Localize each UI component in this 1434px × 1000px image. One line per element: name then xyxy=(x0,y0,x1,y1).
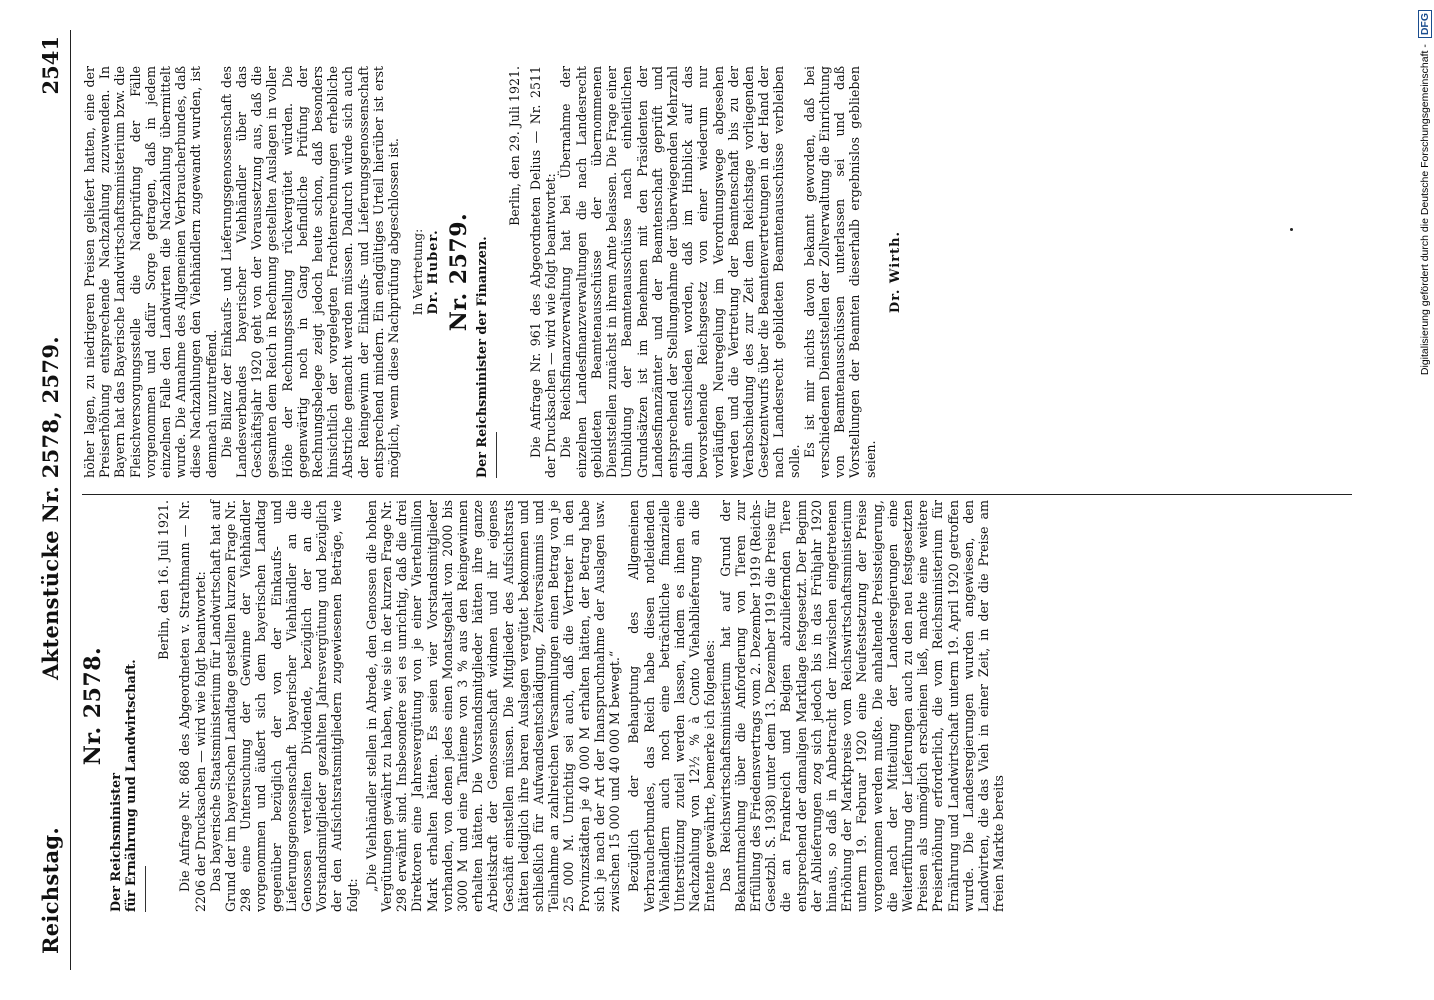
signature-name: Dr. Huber. xyxy=(426,229,442,315)
body-paragraph: Das Reichswirtschaftsministerium hat auf Grund der Bekanntmachung über die Anforderung von Tieren zur Erfüllung des Friedensvertrags vom 2. Dezember 1919 (Reichs-Gesetzbl. S. 1938) unter dem 13. Dezember 1919 die Preise für die an Frankreich und Belgien abzuliefernden Tiere entsprechend der damaligen Marktlage festgesetzt. Der Beginn der Ablieferungen zog sich jedoch bis in das Frühjahr 1920 hinaus, so daß in Anbetracht der inzwischen eingetretenen Erhöhung der Marktpreise vom Reichswirtschaftsministerium unterm 19. Februar 1920 eine Neufestsetzung der Preise vorgenommen werden mußte. Die anhaltende Preissteigerung, die nach der Mitteilung der Landesregierungen eine Weiterführung der Lieferungen auch zu den neu festgesetzten Preisen als unmöglich erscheinen ließ, machte eine weitere Preiserhöhung erforderlich, die vom Reichsministerium für Ernährung und Landwirtschaft unterm 19. April 1920 getroffen wurde. Die Landesregierungen wurden angewiesen, den Landwirten, die das Vieh in einer Zeit, in der die Preise am freien Markte bereits xyxy=(717,500,1007,912)
body-paragraph: Die Bilanz der Einkaufs- und Lieferungsgenossenschaft des Landesverbandes bayerischer Viehhändler über das Geschäftsjahr 1920 geht von der Voraussetzung aus, daß die gesamten dem Reich in Rechnung gestellten Auslagen in voller Höhe der Rechnungsstellung rückvergütet würden. Die gegenwärtig noch in Gang befindliche Prüfung der Rechnungsbelege zeigt jedoch heute schon, daß besonders hinsichtlich der vorgelegten Frachtenrechnungen erhebliche Abstriche gemacht werden müssen. Dadurch würde sich auch der Reingewinn der Einkaufs- und Lieferungsgenossenschaft entsprechend mindern. Ein endgültiges Urteil hierüber ist erst möglich, wenn diese Nachprüfung abgeschlossen ist. xyxy=(218,66,402,478)
signature-wirth xyxy=(888,66,903,478)
intro-paragraph-2579: Die Anfrage Nr. 961 des Abgeordneten Delius — Nr. 2511 der Drucksachen — wird wie folgt beantwortet: xyxy=(528,66,559,478)
newspaper-page xyxy=(2,0,1392,1000)
intro-paragraph-2578: Die Anfrage Nr. 868 des Abgeordneten v. Strathmann — Nr. 2206 der Drucksachen — wird wie folgt beantwortet: xyxy=(177,500,208,912)
signature-huber xyxy=(426,66,441,478)
ministry-title-line1: Der Reichsminister xyxy=(109,773,125,912)
left-column xyxy=(82,500,1358,912)
page-number: 2541 xyxy=(38,36,63,95)
header-center-title: Aktenstücke Nr. 2578, 2579. xyxy=(38,336,63,680)
right-column xyxy=(82,66,1358,478)
quoted-statement: „Die Viehhändler stellen in Abrede, den Genossen die hohen Vergütungen gewährt zu haben, wie sie in der kurzen Frage Nr. 298 erwähnt sind. Insbesondere sei es unrichtig, daß die drei Direktoren eine Jahresvergütung von je einer Viertelmillion Mark erhalten hätten. Es seien vier Vorstandsmitglieder vorhanden, von denen jedes einen Monatsgehalt von 2000 bis 3000 M und eine Tantieme von 3 % aus den Reingewinnen erhalten hätten. Die Vorstandsmitglieder hätten ihre ganze Arbeitskraft der Genossenschaft widmen und ihr eigenes Geschäft einstellen müssen. Die Mitglieder des Aufsichtsrats hätten lediglich ihre baren Auslagen vergütet bekommen und schließlich für Aufwandsentschädigung, Zeitversäumnis und Teilnahme an zahlreichen Versammlungen einen Betrag von je 25 000 M. Unrichtig sei auch, daß die Vertreter in den Provinzstädten je 40 000 M erhalten hätten, der Betrag habe sich je nach der Art der Inanspruchnahme der Auslagen usw. zwischen 15 000 und 40 000 M bewegt.“ xyxy=(363,500,623,912)
document-number-2578: Nr. 2578. xyxy=(80,646,106,766)
speck-mark xyxy=(1290,228,1293,231)
ministry-title-line2: für Ernährung und Landwirtschaft. xyxy=(124,659,140,912)
document-number-2579: Nr. 2579. xyxy=(445,212,472,332)
digitization-credit xyxy=(1416,10,1434,990)
place-date-2578: Berlin, den 16. Juli 1921. xyxy=(156,500,172,660)
page-header xyxy=(36,30,71,970)
credit-line xyxy=(1416,10,1434,990)
signature-prefix: In Vertretung: xyxy=(411,228,426,316)
short-rule xyxy=(496,432,497,478)
body-paragraph: Es ist mir nichts davon bekannt geworden, daß bei verschiedenen Dienststellen der Zollverwaltung die Einrichtung von Beamtenausschüssen unterlassen sei und daß Vorstellungen der Beamten dieserhalb ergebnislos geblieben seien. xyxy=(801,66,878,478)
body-paragraph: Das bayerische Staatsministerium für Landwirtschaft hat auf Grund der im bayerischen Landtage gestellten kurzen Frage Nr. 298 eine Untersuchung der Gewinne der Viehhändler vorgenommen und äußert sich dem bayerischen Landtag gegenüber bezüglich der von der Einkaufs- und Lieferungsgenossenschaft bayerischer Viehhändler an die Genossen verteilten Dividende, bezüglich der an die Vorstandsmitglieder gezahlten Jahresvergütung und bezüglich der den Aufsichtsratsmitgliedern zugewiesenen Beträge, wie folgt: xyxy=(207,500,360,912)
header-left-title: Reichstag. xyxy=(38,827,63,954)
body-paragraph: Die Reichsfinanzverwaltung hat bei Übernahme der einzelnen Landesfinanzverwaltungen die nach Landesrecht gebildeten Beamtenausschüsse der übernommenen Dienststellen zunächst in ihrem Amte belassen. Die Frage einer Umbildung der Beamtenausschüsse nach einheitlichen Grundsätzen ist im Benehmen mit den Präsidenten der Landesfinanzämter und der Beamtenschaft geprüft und entsprechend der Stellungnahme der überwiegenden Mehrzahl dahin entschieden worden, daß im Hinblick auf das bevorstehende Reichsgesetz von einer wiederum nur vorläufigen Neuregelung im Verordnungswege abgesehen werden und die Vertretung der Beamtenschaft bis zu der Verabschiedung des zur Zeit dem Reichstage vorliegenden Gesetzentwurfs über die Beamtenvertretungen in der Hand der nach Landesrecht gebildeten Beamtenausschüsse verbleiben solle. xyxy=(558,66,802,478)
signature-name: Dr. Wirth. xyxy=(887,230,903,314)
body-paragraph-continued: höher lagen, zu niedrigeren Preisen geliefert hatten, eine der Preiserhöhung entsprechende Nachzahlung zuzuwenden. In Bayern hat das Bayerische Landwirtschaftsministerium bzw. die Fleischversorgungsstelle die Nachprüfung der Fälle vorgenommen und dafür Sorge getragen, daß in jedem einzelnen Falle den Landwirten die Nachzahlung übermittelt wurde. Die Annahme des Allgemeinen Verbraucherbundes, daß diese Nachzahlungen den Viehhändlern zugewandt wurden, ist demnach unzutreffend. xyxy=(82,66,219,478)
column-divider xyxy=(82,494,1352,495)
body-paragraph: Bezüglich der Behauptung des Allgemeinen Verbraucherbundes, das Reich habe diesen notleidenden Viehhändlern auch noch eine beträchtliche finanzielle Unterstützung zuteil werden lassen, indem es ihnen eine Nachzahlung von 12½ % à Conto Viehablieferung an die Entente gewährte, bemerke ich folgendes: xyxy=(626,500,718,912)
ministry-title: Der Reichsminister der Finanzen. xyxy=(474,236,490,478)
dfg-logo: DFG xyxy=(1418,10,1432,38)
place-date-2579: Berlin, den 29. Juli 1921. xyxy=(506,66,522,226)
short-rule xyxy=(145,866,146,912)
credit-text: Digitalisierung gefördert durch die Deutsche Forschungsgemeinschaft - xyxy=(1419,44,1431,376)
